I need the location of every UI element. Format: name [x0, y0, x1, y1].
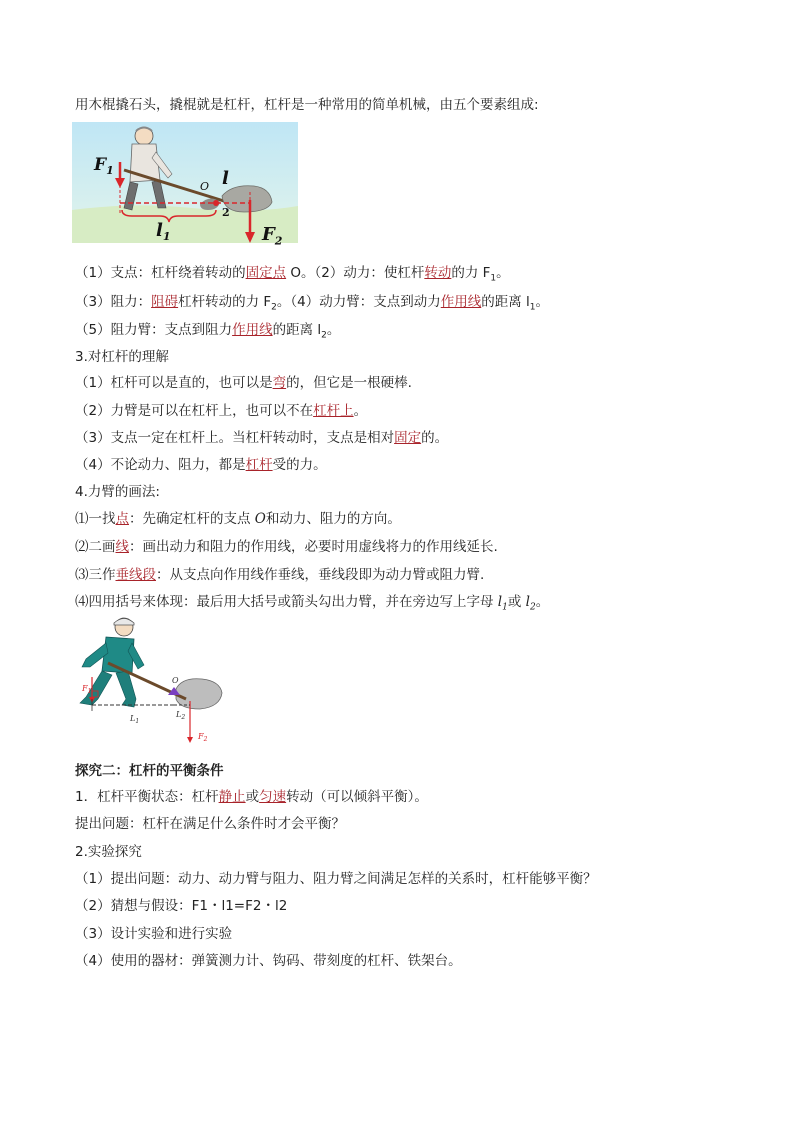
experiment-step-3: （3）设计实验和进行实验	[75, 926, 233, 942]
sec4-step-2: ⑵二画线：画出动力和阻力的作用线，必要时用虚线将力的作用线延长.	[75, 539, 498, 555]
sec3-item-4: （4）不论动力、阻力，都是杠杆受的力。	[75, 457, 327, 473]
f1-label: $F_1$	[94, 155, 114, 177]
sec3-item-2: （2）力臂是可以在杠杆上，也可以不在杠杆上。	[75, 403, 368, 419]
experiment-step-1: （1）提出问题：动力、动力臂与阻力、阻力臂之间满足怎样的关系时，杠杆能够平衡？	[75, 871, 597, 887]
experiment-title: 2.实验探究	[75, 844, 142, 860]
explore-title: 探究二：杠杆的平衡条件	[75, 763, 224, 779]
f2-label: $F_2$	[262, 224, 283, 248]
sec4-step-3: ⑶三作垂线段：从支点向作用线作垂线，垂线段即为动力臂或阻力臂.	[75, 567, 485, 583]
fig2-l1-label: $L_1$	[130, 714, 140, 725]
rock-2	[176, 679, 222, 709]
intro-text: 用木棍撬石头，撬棍就是杠杆，杠杆是一种常用的简单机械，由五个要素组成:	[75, 97, 539, 113]
experiment-step-4: （4）使用的器材：弹簧测力计、钩码、带刻度的杠杆、铁架台。	[75, 953, 462, 969]
fig2-o-label: O	[172, 676, 179, 685]
explore-question: 提出问题：杠杆在满足什么条件时才会平衡？	[75, 816, 345, 832]
l1-label: $l_1$	[156, 220, 171, 243]
sec3-item-1: （1）杠杆可以是直的，也可以是弯的，但它是一根硬棒.	[75, 375, 412, 391]
lever-figure-2	[72, 615, 230, 750]
fig2-l2-label: $L_2$	[176, 710, 186, 721]
fig2-f2-label: $F_2$	[198, 732, 208, 743]
o-label: O	[200, 180, 210, 193]
f2-arrow-2-head	[187, 737, 193, 743]
fulcrum-point	[213, 200, 219, 206]
l2-label: l	[222, 168, 229, 189]
section-4-title: 4.力臂的画法:	[75, 484, 160, 500]
element-line-3: （5）阻力臂：支点到阻力作用线的距离 $l_2$。	[75, 322, 341, 341]
sec4-step-4: ⑷四用括号来体现：最后用大括号或箭头勾出力臂，并在旁边写上字母 $l_1$或 $l_2$。	[75, 594, 550, 613]
sec4-step-1: ⑴一找点：先确定杠杆的支点 O和动力、阻力的方向。	[75, 511, 401, 527]
l2-sub-label: 2	[222, 206, 230, 219]
fig2-f1-label: $F_1$	[82, 684, 92, 695]
section-3-title: 3.对杠杆的理解	[75, 349, 169, 365]
experiment-step-2: （2）猜想与假设：F1・l1=F2・l2	[75, 898, 288, 914]
element-line-1: （1）支点：杠杆绕着转动的固定点 O。（2）动力：使杠杆转动的力 $F_1$。	[75, 265, 510, 284]
explore-item-1: 1．杠杆平衡状态：杠杆静止或匀速转动（可以倾斜平衡）。	[75, 789, 428, 805]
lever-figure-2-svg	[72, 615, 230, 750]
sec3-item-3: （3）支点一定在杠杆上。当杠杆转动时，支点是相对固定的。	[75, 430, 449, 446]
element-line-2: （3）阻力：阻碍杠杆转动的力 $F_2$。（4）动力臂：支点到动力作用线的距离 $l_1$。	[75, 294, 550, 313]
